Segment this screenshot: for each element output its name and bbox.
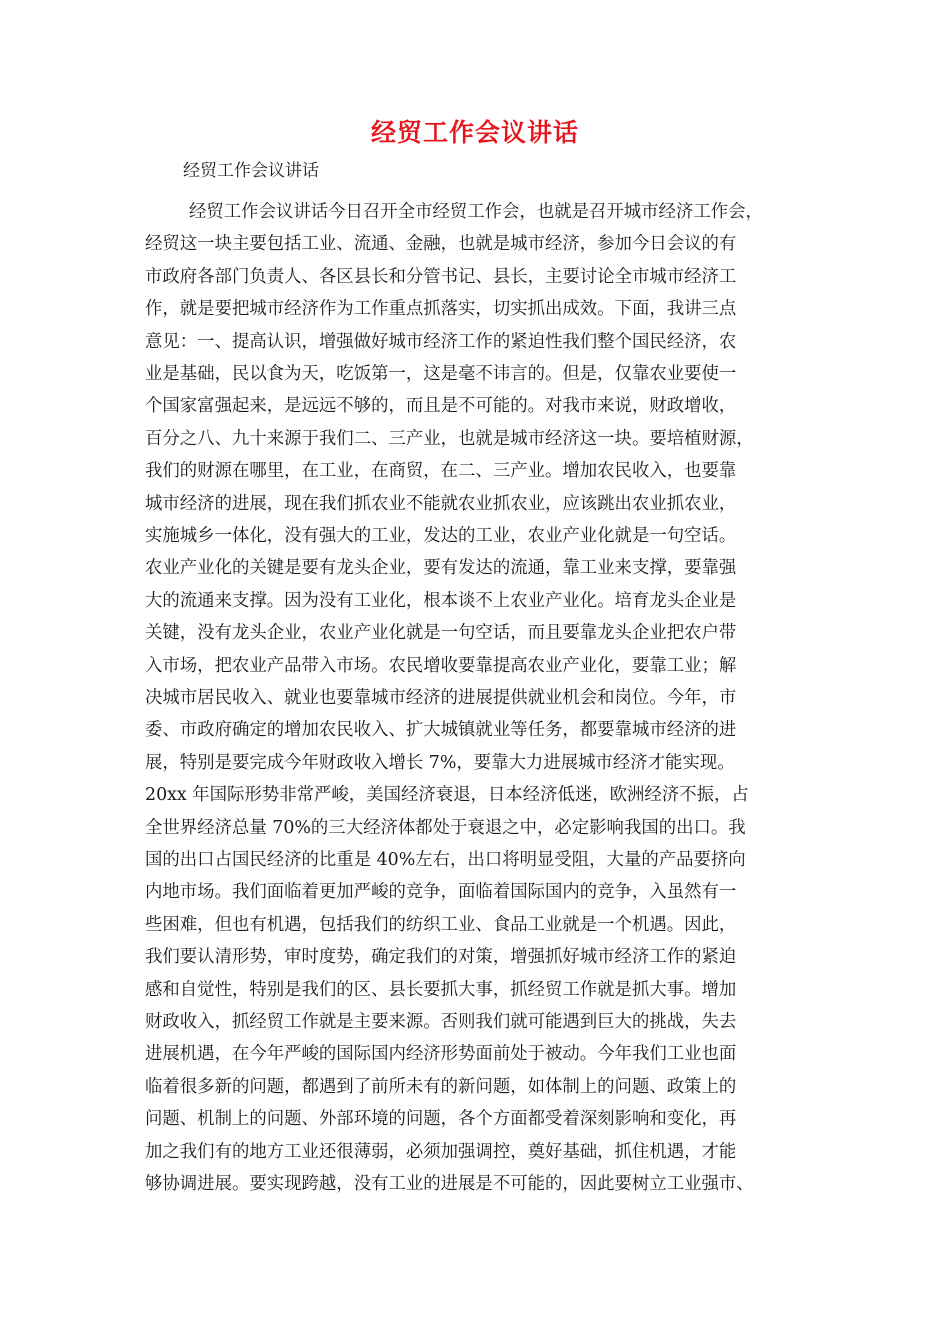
paragraph-line: 问题、机制上的问题、外部环境的问题，各个方面都受着深刻影响和变化，再 [145,1109,737,1130]
paragraph-line: 我们要认清形势，审时度势，确定我们的对策，增强抓好城市经济工作的紧迫 [145,947,737,968]
paragraph-line: 些困难，但也有机遇，包括我们的纺织工业、食品工业就是一个机遇。因此， [145,914,737,935]
paragraph-line: 百分之八、九十来源于我们二、三产业，也就是城市经济这一块。要培植财源， [145,428,754,449]
paragraph-line: 入市场，把农业产品带入市场。农民增收要靠提高农业产业化，要靠工业；解 [145,655,737,676]
paragraph-line: 加之我们有的地方工业还很薄弱，必须加强调控，奠好基础，抓住机遇，才能 [145,1141,737,1162]
paragraph-line: 经贸这一块主要包括工业、流通、金融，也就是城市经济，参加今日会议的有 [145,234,737,255]
paragraph-line: 内地市场。我们面临着更加严峻的竞争，面临着国际国内的竞争，入虽然有一 [145,882,737,903]
paragraph-line: 业是基础，民以食为天，吃饭第一，这是毫不讳言的。但是，仅靠农业要使一 [145,364,737,384]
paragraph-line: 城市经济的进展，现在我们抓农业不能就农业抓农业，应该跳出农业抓农业， [145,493,737,514]
paragraph-line: 临着很多新的问题，都遇到了前所未有的新问题，如体制上的问题、政策上的 [145,1076,737,1097]
paragraph-line: 作，就是要把城市经济作为工作重点抓落实，切实抓出成效。下面，我讲三点 [145,299,737,320]
paragraph-line: 展，特别是要完成今年财政收入增长 7%，要靠大力进展城市经济才能实现。 [145,752,735,773]
document-title: 经贸工作会议讲话 [370,118,579,147]
paragraph-line: 20xx 年国际形势非常严峻，美国经济衰退，日本经济低迷，欧洲经济不振，占 [145,785,749,806]
paragraph-line: 意见：一、提高认识，增强做好城市经济工作的紧迫性我们整个国民经济，农 [145,331,737,352]
paragraph-line: 市政府各部门负责人、各区县长和分管书记、县长，主要讨论全市城市经济工 [145,266,737,287]
paragraph-line: 决城市居民收入、就业也要靠城市经济的进展提供就业机会和岗位。今年，市 [145,688,737,708]
paragraph-line: 委、市政府确定的增加农民收入、扩大城镇就业等任务，都要靠城市经济的进 [145,720,737,741]
paragraph-line: 进展机遇，在今年严峻的国际国内经济形势面前处于被动。今年我们工业也面 [145,1044,737,1065]
paragraph-line: 大的流通来支撑。因为没有工业化，根本谈不上农业产业化。培育龙头企业是 [145,590,737,611]
paragraph-line: 关键，没有龙头企业，农业产业化就是一句空话，而且要靠龙头企业把农户带 [145,623,737,644]
paragraph-line: 农业产业化的关键是要有龙头企业，要有发达的流通，靠工业来支撑，要靠强 [145,558,737,579]
paragraph-line: 我们的财源在哪里，在工业，在商贸，在二、三产业。增加农民收入，也要靠 [145,461,737,482]
document-subtitle: 经贸工作会议讲话 [183,161,319,181]
paragraph-line: 财政收入，抓经贸工作就是主要来源。否则我们就可能遇到巨大的挑战，失去 [145,1012,737,1032]
paragraph-line: 全世界经济总量 70%的三大经济体都处于衰退之中，必定影响我国的出口。我 [145,817,746,838]
paragraph-line: 感和自觉性，特别是我们的区、县长要抓大事，抓经贸工作就是抓大事。增加 [145,979,737,1000]
paragraph-line: 够协调进展。要实现跨越，没有工业的进展是不可能的，因此要树立工业强市、 [145,1174,754,1194]
paragraph-line: 实施城乡一体化，没有强大的工业，发达的工业，农业产业化就是一句空话。 [145,526,737,546]
paragraph-line: 个国家富强起来，是远远不够的，而且是不可能的。对我市来说，财政增收， [145,396,737,417]
paragraph-line: 国的出口占国民经济的比重是 40%左右，出口将明显受阻，大量的产品要挤向 [145,850,746,870]
paragraph-line: 经贸工作会议讲话今日召开全市经贸工作会，也就是召开城市经济工作会， [189,202,763,222]
